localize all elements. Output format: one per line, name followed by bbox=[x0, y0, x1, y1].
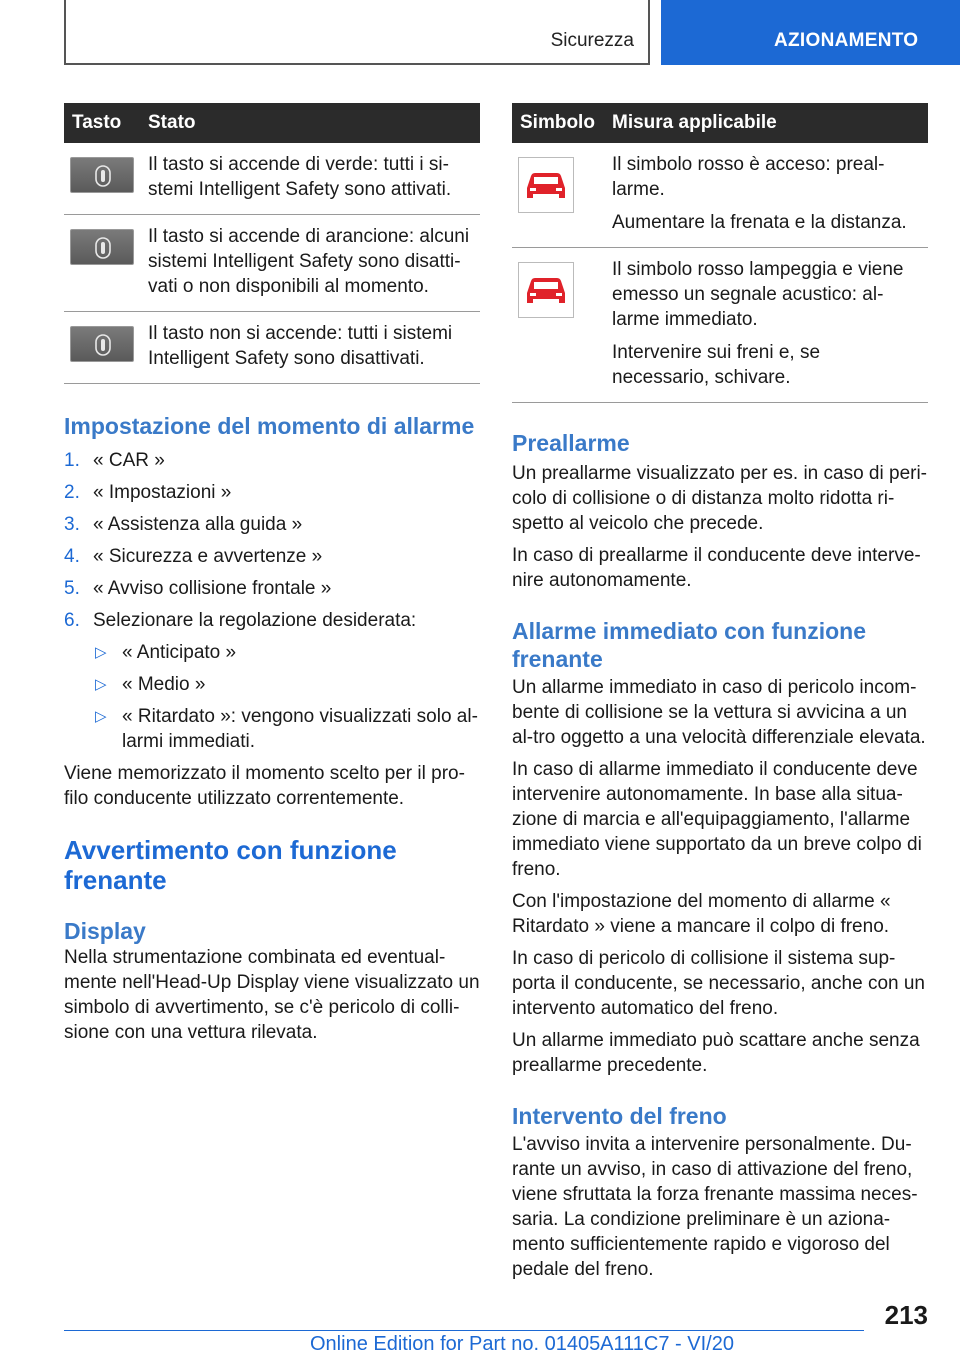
left-column bbox=[64, 103, 480, 1045]
alarm-time-heading: Impostazione del momento di allarme bbox=[64, 413, 475, 439]
list-item: 5. « Avviso collisione frontale » bbox=[64, 578, 332, 599]
list-item: 1. « CAR » bbox=[64, 450, 165, 471]
measure-text: Intervenire sui freni e, se necessario, schivare. bbox=[612, 342, 821, 388]
page-number: 213 bbox=[884, 1300, 928, 1330]
list-item: 4. « Sicurezza e avvertenze » bbox=[64, 546, 323, 567]
immediate-alarm-text: Un allarme immediato in caso di pericolo incom-bente di collisione se la vettura si avvicina a un al-tro oggetto a una velocità differenziale elevata. bbox=[512, 677, 926, 748]
table-header-symbol: Simbolo bbox=[512, 103, 604, 143]
alarm-time-options bbox=[93, 640, 480, 754]
display-text: Nella strumentazione combinata ed eventual-mente nell'Head-Up Display viene visualizzato un simbolo di avvertimento, se c'è pericolo di colli-sione con una vettura rilevata. bbox=[64, 947, 480, 1043]
immediate-alarm-text: Con l'impostazione del momento di allarme « Ritardato » viene a mancare il colpo di freno. bbox=[512, 891, 891, 937]
triangle-bullet-icon: ▷ bbox=[95, 676, 107, 693]
alarm-time-steps bbox=[64, 448, 480, 633]
brake-warning-heading: Avvertimento con funzione frenante bbox=[64, 835, 397, 895]
footer-divider bbox=[64, 1330, 864, 1331]
immediate-alarm-text: In caso di pericolo di collisione il sistema sup-porta il conducente, se necessario, anche con un intervento automatico del freno. bbox=[512, 948, 925, 1019]
alarm-time-note: Viene memorizzato il momento scelto per il pro-filo conducente utilizzato correntemente. bbox=[64, 763, 465, 809]
immediate-alarm-text: Un allarme immediato può scattare anche senza preallarme precedente. bbox=[512, 1030, 920, 1076]
immediate-alarm-heading: Allarme immediato con funzione frenante bbox=[512, 618, 866, 672]
status-text: Il tasto non si accende: tutti i sistemi Intelligent Safety sono disattivati. bbox=[140, 312, 480, 384]
red-car-warning-icon bbox=[518, 262, 574, 318]
measure-text: Aumentare la frenata e la distanza. bbox=[612, 212, 907, 233]
header-chapter-label: AZIONAMENTO bbox=[774, 30, 919, 51]
header-section-tab bbox=[64, 0, 650, 65]
table-row bbox=[512, 143, 928, 248]
prealarm-text: Un preallarme visualizzato per es. in caso di peri-colo di collisione o di distanza molto ridotta ri-spetto al veicolo che precede. bbox=[512, 463, 928, 534]
immediate-alarm-text: In caso di allarme immediato il conducente deve intervenire autonomamente. In base alla situa-zione di marcia e all'equipaggiamento, l'allarme immediato viene supportato da un breve colpo di freno. bbox=[512, 759, 922, 880]
list-item: 2. « Impostazioni » bbox=[64, 482, 232, 503]
triangle-bullet-icon: ▷ bbox=[95, 644, 107, 661]
prealarm-heading: Preallarme bbox=[512, 430, 630, 456]
table-header-measure: Misura applicabile bbox=[604, 103, 928, 143]
status-text: Il tasto si accende di arancione: alcuni sistemi Intelligent Safety sono disatti-vati o non disponibili al momento. bbox=[140, 215, 480, 312]
footer-edition: Online Edition for Part no. 01405A111C7 - VI/20 bbox=[310, 1333, 734, 1355]
list-item: ▷ « Anticipato » bbox=[95, 642, 237, 663]
right-column bbox=[512, 103, 928, 1282]
brake-intervention-heading: Intervento del freno bbox=[512, 1103, 727, 1129]
key-status-table bbox=[64, 103, 480, 384]
table-header-key: Tasto bbox=[64, 103, 140, 143]
list-item: 6. Selezionare la regolazione desiderata: bbox=[64, 610, 417, 631]
table-row bbox=[512, 248, 928, 403]
table-header-status: Stato bbox=[140, 103, 480, 143]
list-item: 3. « Assistenza alla guida » bbox=[64, 514, 303, 535]
header-section-label: Sicurezza bbox=[550, 30, 634, 51]
intelligent-safety-key-icon bbox=[70, 157, 134, 193]
measure-text: Il simbolo rosso lampeggia e viene emesso un segnale acustico: al-larme immediato. bbox=[612, 259, 904, 330]
table-row bbox=[64, 312, 480, 384]
intelligent-safety-key-icon bbox=[70, 326, 134, 362]
red-car-warning-icon bbox=[518, 157, 574, 213]
list-item: ▷ « Ritardato »: vengono visualizzati solo al-larmi immediati. bbox=[95, 706, 478, 752]
intelligent-safety-key-icon bbox=[70, 229, 134, 265]
display-heading: Display bbox=[64, 918, 146, 944]
status-text: Il tasto si accende di verde: tutti i si-stemi Intelligent Safety sono attivati. bbox=[140, 143, 480, 215]
triangle-bullet-icon: ▷ bbox=[95, 708, 107, 725]
measure-text: Il simbolo rosso è acceso: preal-larme. bbox=[612, 154, 885, 200]
list-item: ▷ « Medio » bbox=[95, 674, 206, 695]
table-row bbox=[64, 215, 480, 312]
header-chapter-tab bbox=[661, 0, 960, 65]
brake-intervention-text: L'avviso invita a intervenire personalmente. Du-rante un avviso, in caso di attivazione del freno, viene sfruttata la forza frenante massima neces-saria. La condizione preliminare è un aziona-mento sufficientemente rapido e vigoroso del pedale del freno. bbox=[512, 1134, 918, 1280]
table-row bbox=[64, 143, 480, 215]
prealarm-text: In caso di preallarme il conducente deve interve-nire autonomamente. bbox=[512, 545, 921, 591]
symbol-measure-table bbox=[512, 103, 928, 403]
